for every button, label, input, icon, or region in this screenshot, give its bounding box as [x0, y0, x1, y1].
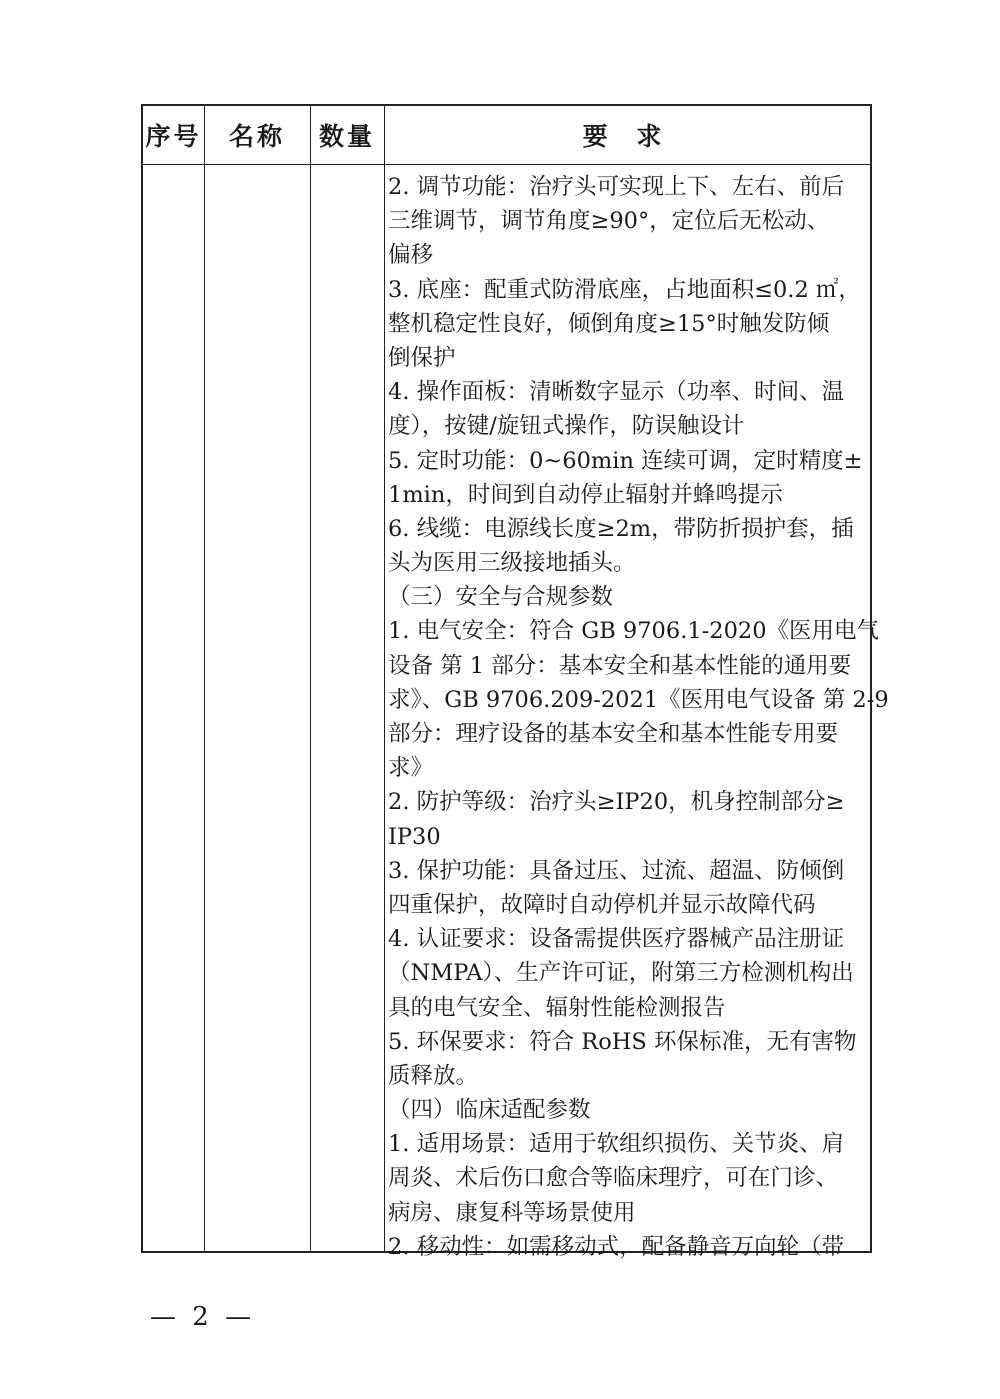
requirement-line: 病房、康复科等场景使用: [388, 1199, 636, 1226]
requirement-line: 求》: [388, 755, 434, 782]
requirements-table: [141, 104, 889, 1260]
requirement-line: 头为医用三级接地插头。: [388, 550, 636, 577]
requirement-line: 整机稳定性良好，倾倒角度≥15°时触发防倾: [388, 310, 830, 337]
requirement-line: （四）临床适配参数: [388, 1097, 591, 1124]
header-name: 名称: [228, 122, 285, 151]
requirement-line: 3. 保护功能：具备过压、过流、超温、防倾倒: [388, 857, 845, 884]
requirement-line: 4. 操作面板：清晰数字显示（功率、时间、温: [388, 379, 845, 406]
requirement-line: 部分：理疗设备的基本安全和基本性能专用要: [388, 721, 839, 747]
requirement-line: 5. 环保要求：符合 RoHS 环保标准，无有害物: [388, 1028, 857, 1055]
column-divider: [310, 106, 311, 1251]
requirement-line: 倒保护: [388, 344, 456, 371]
requirement-line: 1. 电气安全：符合 GB 9706.1-2020《医用电气: [388, 618, 880, 645]
header-divider: [143, 164, 870, 165]
requirements-cell: [388, 170, 889, 1264]
requirement-line: 1. 适用场景：适用于软组织损伤、关节炎、肩: [388, 1131, 845, 1158]
column-divider: [204, 106, 205, 1251]
requirement-line: 周炎、术后伤口愈合等临床理疗，可在门诊、: [388, 1165, 839, 1192]
requirement-line: 1min，时间到自动停止辐射并蜂鸣提示: [388, 481, 783, 508]
requirement-line: IP30: [388, 823, 441, 850]
requirement-line: （NMPA）、生产许可证，附第三方检测机构出: [388, 960, 854, 987]
requirement-line: 三维调节，调节角度≥90°，定位后无松动、: [388, 208, 830, 235]
requirement-line: 四重保护，故障时自动停机并显示故障代码: [388, 891, 816, 918]
requirement-line: 2. 调节功能：治疗头可实现上下、左右、前后: [388, 174, 845, 200]
requirement-line: 2. 移动性：如需移动式，配备静音万向轮（带: [388, 1233, 845, 1260]
column-divider: [384, 106, 385, 1251]
requirement-line: 4. 认证要求：设备需提供医疗器械产品注册证: [388, 926, 845, 953]
page-number: — 2 —: [150, 1302, 256, 1332]
requirement-line: 具的电气安全、辐射性能检测报告: [388, 994, 726, 1021]
requirement-line: 6. 线缆：电源线长度≥2m，带防折损护套，插: [388, 515, 854, 542]
requirement-line: 设备 第 1 部分：基本安全和基本性能的通用要: [388, 652, 852, 679]
header-quantity: 数量: [318, 122, 375, 151]
requirement-line: 度），按键/旋钮式操作，防误触设计: [388, 413, 745, 440]
requirement-line: 求》、GB 9706.209-2021《医用电气设备 第 2-9: [388, 686, 889, 713]
requirement-line: 5. 定时功能：0~60min 连续可调，定时精度±: [388, 447, 863, 474]
requirement-line: 质释放。: [388, 1062, 479, 1089]
requirement-line: 3. 底座：配重式防滑底座，占地面积≤0.2 ㎡，: [388, 276, 861, 303]
requirement-line: （三）安全与合规参数: [388, 584, 614, 611]
header-requirements: 要 求: [582, 122, 672, 151]
requirement-line: 偏移: [388, 242, 434, 269]
header-index: 序号: [145, 122, 202, 151]
requirement-line: 2. 防护等级：治疗头≥IP20，机身控制部分≥: [388, 789, 845, 816]
